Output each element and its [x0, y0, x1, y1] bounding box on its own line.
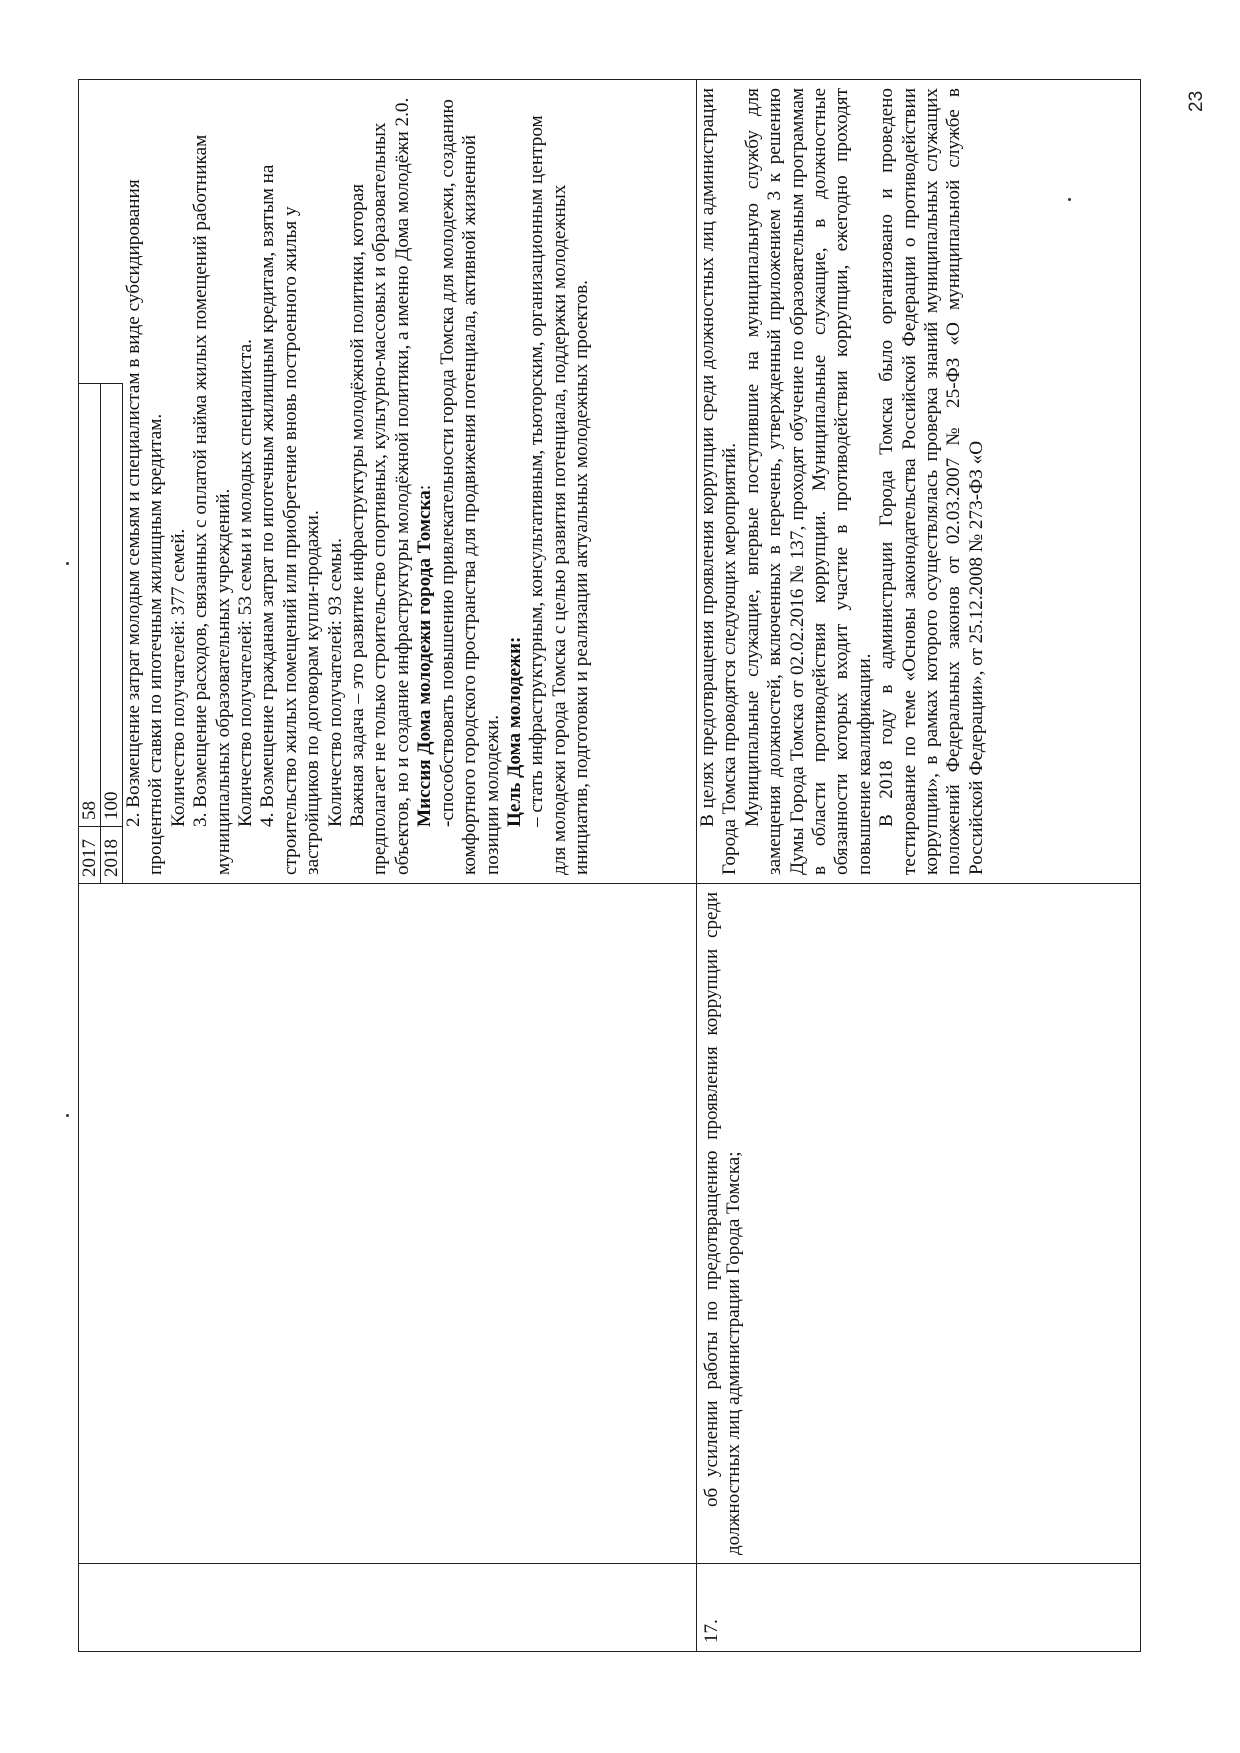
- paragraph: 2. Возмещение затрат молодым семьям и специалистам в виде субсидирования процентной ставки по ипотечным жилищным кредитам.: [123, 179, 167, 875]
- mission-heading: Миссия Дома молодежи города Томска: [414, 490, 436, 827]
- paragraph: Количество получателей: 53 семьи и молодых специалиста.: [235, 339, 257, 827]
- year-cell: 2018: [101, 827, 123, 884]
- paragraph: -способствовать повышению привлекательности города Томска для молодежи, созданию комфортного городского пространства для продвижения потенциала, активной жизненной позиции молодежи.: [436, 99, 503, 875]
- paragraph: Количество получателей: 93 семьи.: [324, 538, 346, 827]
- value-cell: 58: [79, 384, 101, 827]
- value-cell: 100: [101, 384, 123, 827]
- table-row: [79, 80, 697, 1652]
- description-text: [697, 80, 988, 883]
- number-cell: [79, 1564, 697, 1652]
- task-text: об усилении работы по предотвращению проявления коррупции среди должностных лиц администрации Города Томска;: [701, 892, 744, 1555]
- paragraph: 3. Возмещение расходов, связанных с оплатой найма жилых помещений работникам муниципальных образовательных учреждений.: [190, 134, 234, 875]
- goal-heading: Цель Дома молодежи:: [503, 636, 525, 827]
- table-row: [697, 80, 1141, 1652]
- description-text: [123, 80, 594, 883]
- description-cell: [697, 80, 1141, 884]
- paragraph: Количество получателей: 377 семей.: [167, 528, 189, 827]
- task-cell: [79, 884, 697, 1564]
- paragraph: Муниципальные служащие, впервые поступившие на муниципальную службу для замещения должностей, включенных в перечень, утвержденный приложением 3 к решению Думы Города Томска от 02.02.2016 № 137, проходят обучение по образовательным программам в области противодействия коррупции. Муниципальные служащие, в должностные обязанности которых входит участие в противодействии коррупции, ежегодно проходят повышение квалификации.: [741, 88, 875, 875]
- year-cell: 2017: [79, 827, 101, 884]
- task-cell: [697, 884, 1141, 1564]
- years-row: [101, 384, 123, 884]
- report-table: [78, 79, 1141, 1652]
- rotated-document: [78, 80, 1140, 1652]
- paragraph: В 2018 году в администрации Города Томска было организовано и проведено тестирование по теме «Основы законодательства Российской Федерации о противодействии коррупции», в рамках которого осуществлялась проверка знаний муниципальных служащих положений Федеральных законов от 02.03.2007 № 25-ФЗ «О муниципальной службе в Российской Федерации», от 25.12.2008 № 273-ФЗ «О: [876, 88, 987, 875]
- row-number: 17.: [697, 1564, 1141, 1652]
- paragraph: 4. Возмещение гражданам затрат по ипотечным жилищным кредитам, взятым на строительство жилых помещений или приобретение вновь построенного жилья у застройщиков по договорам купли-продажи.: [257, 164, 324, 875]
- scan-speck: [66, 562, 69, 565]
- mission-paragraph: Миссия Дома молодежи города Томска:: [414, 484, 436, 827]
- years-row: [79, 384, 101, 884]
- paragraph: В целях предотвращения проявления коррупции среди должностных лиц администрации Города Томска проводятся следующих мероприятий.: [697, 88, 741, 875]
- scan-speck: [66, 1114, 69, 1117]
- paragraph: Важная задача – это развитие инфраструктуры молодёжной политики, которая предполагает не только строительство спортивных, культурно-массовых и образовательных объектов, но и создание инфраструктуры молодёжной политики, а именно Дома молодёжи 2.0.: [347, 97, 413, 875]
- description-cell: [79, 80, 697, 884]
- goal-paragraph: [504, 88, 526, 875]
- page-number: 23: [1186, 90, 1207, 112]
- years-table: [78, 383, 123, 884]
- paragraph: – стать инфраструктурным, консультативным, тьюторским, организационным центром для молодежи города Томска с целью развития потенциала, поддержки молодежных инициатив, подготовки и реализации актуальных молодежных проектов.: [526, 115, 593, 875]
